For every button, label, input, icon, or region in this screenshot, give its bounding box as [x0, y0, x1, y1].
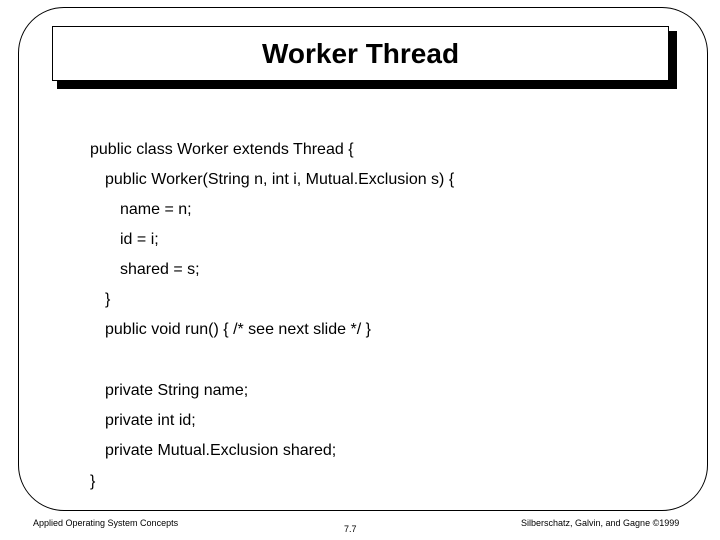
code-line-constructor-signature: public Worker(String n, int i, Mutual.Exclusion s) {: [105, 171, 455, 188]
footer-page-number: 7.7: [344, 524, 357, 534]
code-line-field-id: private int id;: [105, 412, 196, 429]
code-line-class-close: }: [90, 473, 96, 490]
code-line-run-method: public void run() { /* see next slide */ }: [105, 321, 371, 338]
footer-book-title: Applied Operating System Concepts: [33, 518, 179, 528]
code-line-field-name: private String name;: [105, 382, 249, 399]
slide-title: Worker Thread: [261, 37, 460, 69]
footer-copyright: Silberschatz, Galvin, and Gagne ©1999: [521, 518, 680, 528]
code-line-constructor-close: }: [105, 291, 111, 308]
title-box: [52, 26, 669, 81]
code-line-class-declaration: public class Worker extends Thread {: [90, 141, 354, 158]
code-line-id-assign: id = i;: [120, 231, 159, 248]
code-line-name-assign: name = n;: [120, 201, 192, 218]
code-line-field-shared: private Mutual.Exclusion shared;: [105, 442, 337, 459]
code-line-shared-assign: shared = s;: [120, 261, 200, 278]
